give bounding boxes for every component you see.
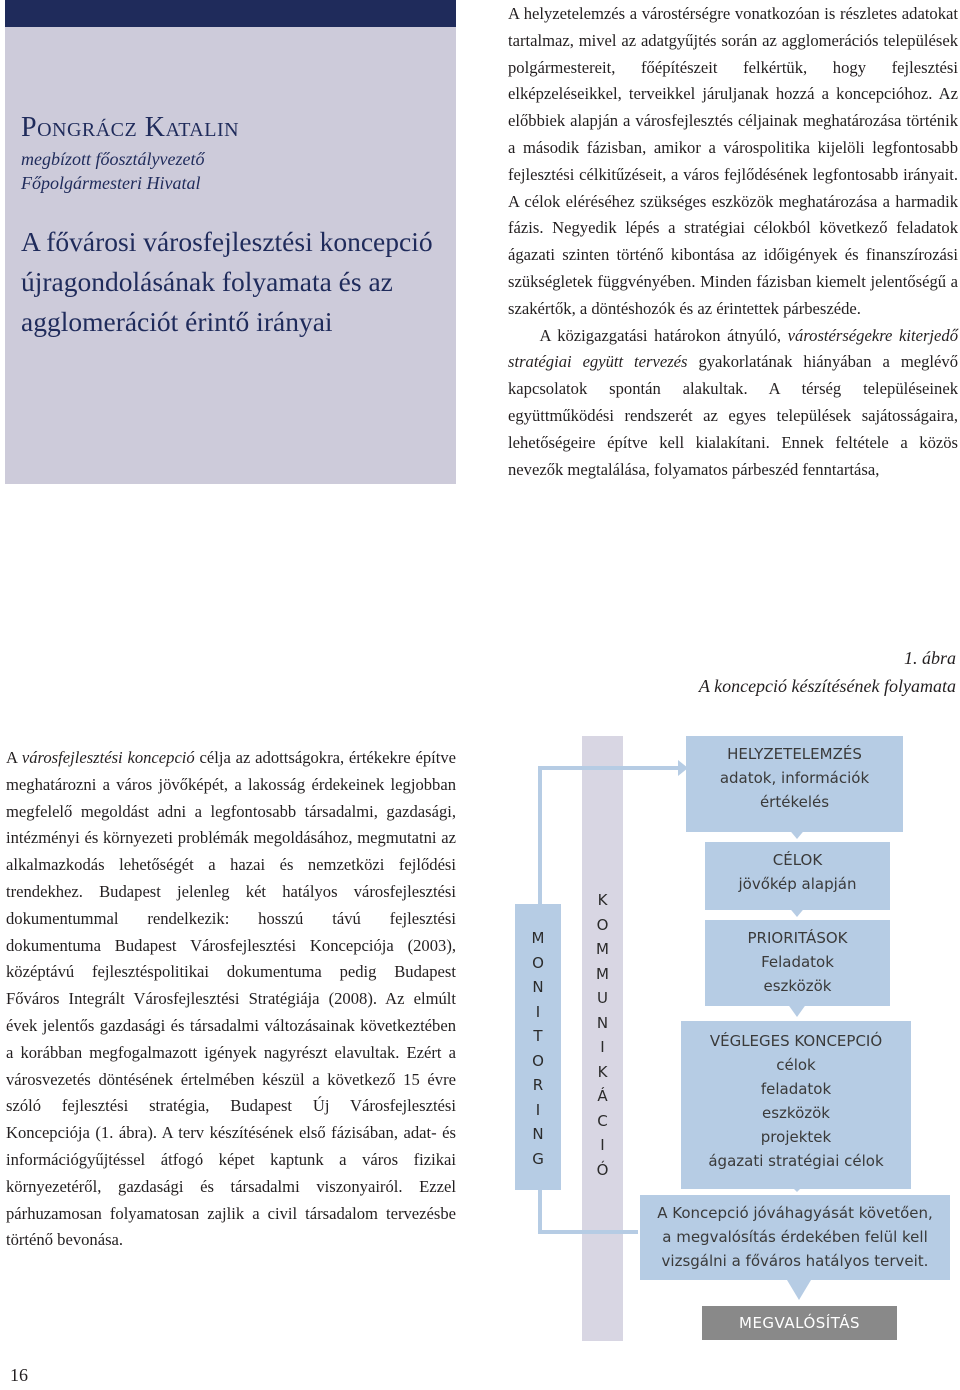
arrow-down-icon: [787, 1280, 811, 1300]
vertical-letter: N: [532, 978, 544, 996]
emphasis: városfejlesztési koncepció: [21, 748, 195, 767]
box-line: eszközök: [763, 977, 832, 995]
box-line: VÉGLEGES KONCEPCIÓ: [709, 1032, 883, 1050]
vertical-letter: M: [531, 929, 545, 947]
vertical-letter: I: [600, 1038, 605, 1056]
arrow-connector: [538, 1190, 542, 1230]
box-line: A Koncepció jóváhagyását követően,: [657, 1204, 933, 1222]
arrow-connector: [538, 1230, 638, 1234]
figure-number: 1. ábra: [903, 648, 956, 668]
title-panel: [5, 0, 456, 484]
box-line: értékelés: [759, 793, 830, 811]
text-run: gyakorlatának hiányában a meglévő kapcsolatok spontán alakultak. A térség településeinek együttműködési rendszerét az egyes települések sajátosságaira, lehetőségeire építve kell kialakítani. Ennek feltétele a közös nevezők megtalálása, folyamatos párbeszéd fenntartása,: [508, 352, 958, 479]
figure-caption: [699, 644, 956, 700]
box-prioritasok: [705, 920, 890, 1006]
vertical-letter: G: [532, 1149, 544, 1168]
text-run: célja az adottságokra, értékekre építve meghatározni a város jövőképét, a lakosság érdekeinek legjobban megfelelő megoldást adni a legfontosabb társadalmi, gazdasági, intézményi és környezeti problémák megoldásához, megmutatni az alkalmazkodás lehetőségét a hazai és nemzetközi fejlődési trendekhez. Budapest jelenleg két hatályos városfejlesztési dokumentummal rendelkezik: hosszú távú fejlesztési dokumentuma Budapest Városfejlesztési Koncepciója (2003), középtávú fejlesztéspolitikai dokumentuma pedig Budapest Főváros Integrált Városfejlesztési Stratégiája (2008). Az elmúlt évek jelentős gazdasági és társadalmi változásainak következtében a korábban megfogalmazott igények nagyrészt elavultak. Ezért a városvezetés döntésének értelmében készül a következő 15 évre szóló fejlesztési stratégia, Budapest Új Városfejlesztési Koncepciója (1. ábra). A terv készítésének első fázisában, adat- és információgyűjtéssel átfogó képet kaptunk a város fizikai környezetéről, gazdasági és társadalmi viszonyairól. Ezzel párhuzamosan folyamatosan zajlik a civil társadalom tervezésbe történő bevonása.: [6, 748, 456, 1250]
emphasis: várostérségekre kiterjedő stratégiai együtt tervezés: [508, 325, 958, 372]
vertical-letter: M: [596, 940, 609, 958]
vertical-letter: U: [597, 989, 608, 1007]
vertical-letter: I: [535, 1100, 541, 1119]
process-diagram: [515, 736, 960, 1346]
vertical-letter: I: [600, 1136, 605, 1154]
box-line: PRIORITÁSOK: [747, 929, 848, 947]
author-role: megbízott főosztályvezető: [21, 149, 205, 169]
box-vegleges-koncepcio: [681, 1021, 911, 1189]
text-run: A közigazgatási határokon átnyúló,: [539, 325, 788, 345]
box-jovahagyas: [640, 1195, 950, 1280]
vertical-letter: N: [596, 1013, 609, 1032]
box-helyzetelemzes: [686, 736, 903, 832]
vertical-letter: T: [533, 1027, 543, 1045]
vertical-letter: O: [532, 1051, 544, 1070]
vertical-letter: R: [532, 1076, 544, 1094]
vertical-letter: I: [535, 1002, 541, 1021]
right-column-text: [508, 1, 958, 483]
paragraph: [6, 745, 456, 1254]
vertical-letter: M: [596, 964, 609, 983]
vertical-letter: O: [596, 915, 609, 934]
author-organization: Főpolgármesteri Hivatal: [21, 173, 201, 193]
vertical-letter: Á: [597, 1087, 608, 1105]
box-line: adatok, információk: [719, 769, 870, 787]
title-panel-top-bar: [5, 0, 456, 27]
kommunikacio-letters: [582, 888, 623, 1182]
page-number: 16: [10, 1365, 28, 1385]
box-line: HELYZETELEMZÉS: [727, 745, 862, 763]
box-line: jövőkép alapján: [738, 875, 857, 893]
vertical-letter: K: [597, 891, 608, 909]
box-line: feladatok: [760, 1080, 832, 1098]
arrow-connector: [538, 766, 542, 904]
kommunikacio-bar: [582, 736, 623, 1341]
figure-title: A koncepció készítésének folyamata: [698, 676, 956, 696]
vertical-letter: Ó: [596, 1160, 609, 1179]
article-title: A fővárosi városfejlesztési koncepció újragondolásának folyamata és az agglomerációt érintő irányai: [21, 226, 433, 337]
paragraph: [508, 323, 958, 484]
box-celok: [705, 842, 890, 910]
arrow-connector: [538, 766, 682, 770]
box-line: célok: [776, 1056, 816, 1074]
left-column-text: [6, 745, 456, 1254]
box-line: eszközök: [762, 1104, 830, 1122]
box-line: projektek: [760, 1128, 832, 1146]
box-line: a megvalósítás érdekében felül kell: [662, 1228, 928, 1246]
box-line: Feladatok: [761, 953, 834, 971]
paragraph: A helyzetelemzés a várostérségre vonatkozóan is részletes adatokat tartalmaz, mivel az adatgyűjtés során az agglomerációs települések polgármestereit, főépítészeit felkértük, hogy fejlesztési elképzeléseikkel, terveikkel járuljanak hozzá a koncepcióhoz. Az előbbiek alapján a városfejlesztés céljainak meghatározása történik a második fázisban, amikor a várospolitika kijelöli legfontosabb fejlesztési célkitűzéseit, a város fejlődésének legfontosabb irányait. A célok eléréséhez szükséges eszközök meghatározása a harmadik fázis. Negyedik lépés a stratégiai célokból következő feladatok ágazati szinten történő kibontása az időigények és finanszírozási szükségletek függvényében. Minden fázisban kiemelt jelentőségű a szakértők, a döntéshozók és az érintettek párbeszéde.: [508, 4, 958, 318]
box-line: CÉLOK: [772, 851, 823, 869]
vertical-letter: O: [532, 953, 544, 972]
box-megvalositas: MEGVALÓSÍTÁS: [702, 1306, 897, 1340]
vertical-letter: N: [532, 1125, 544, 1143]
author-name: Pongrácz Katalin: [21, 112, 240, 143]
text-run: A: [6, 748, 22, 767]
monitoring-bar: [515, 904, 561, 1190]
box-line: vizsgálni a főváros hatályos terveit.: [661, 1252, 929, 1270]
vertical-letter: C: [597, 1111, 608, 1130]
vertical-letter: K: [597, 1062, 608, 1081]
monitoring-letters: [515, 926, 561, 1171]
box-line: ágazati stratégiai célok: [708, 1152, 884, 1170]
